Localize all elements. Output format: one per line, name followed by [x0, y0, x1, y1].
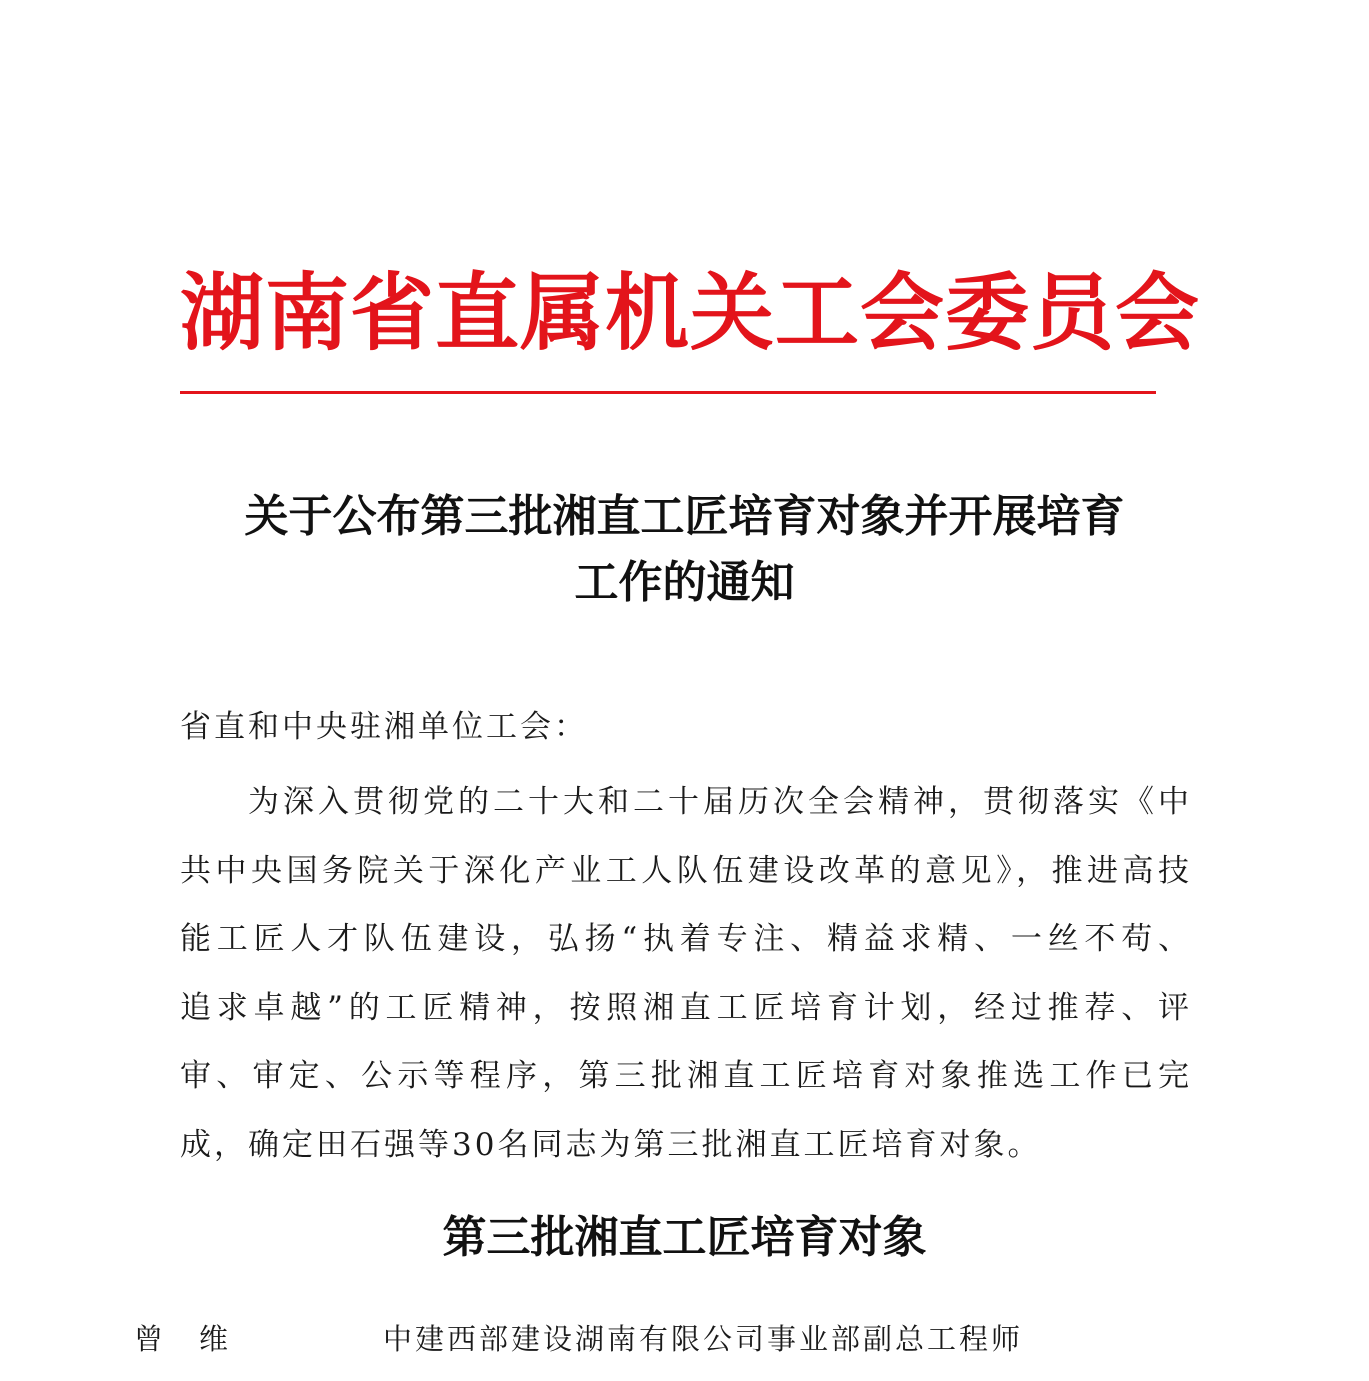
salutation: 省直和中央驻湘单位工会：	[180, 709, 588, 745]
body-line: 能工匠人才队伍建设，弘扬“执着专注、精益求精、一丝不苟、	[180, 921, 1192, 957]
document-title-line: 关于公布第三批湘直工匠培育对象并开展培育	[244, 491, 1125, 542]
body-paragraph	[180, 768, 1192, 1179]
person-org-title: 中建西部建设湖南有限公司事业部副总工程师	[383, 1322, 1024, 1356]
document-title	[150, 484, 1219, 616]
person-row	[134, 1315, 1234, 1363]
section-title: 第三批湘直工匠培育对象	[442, 1212, 927, 1263]
body-line: 追求卓越”的工匠精神，按照湘直工匠培育计划，经过推荐、评	[180, 989, 1192, 1026]
body-line: 成，确定田石强等30名同志为第三批湘直工匠培育对象。	[180, 1126, 1042, 1163]
body-line: 审、审定、公示等程序，第三批湘直工匠培育对象推选工作已完	[180, 1058, 1192, 1094]
document-title-line: 工作的通知	[574, 557, 795, 608]
body-line: 共中央国务院关于深化产业工人队伍建设改革的意见》，推进高技	[180, 852, 1192, 889]
org-header-title: 湖南省直属机关工会委员会	[180, 263, 1201, 362]
body-line: 为深入贯彻党的二十大和二十届历次全会精神，贯彻落实《中	[248, 784, 1192, 820]
person-name: 曾维	[134, 1322, 265, 1356]
header-red-divider	[180, 391, 1156, 394]
